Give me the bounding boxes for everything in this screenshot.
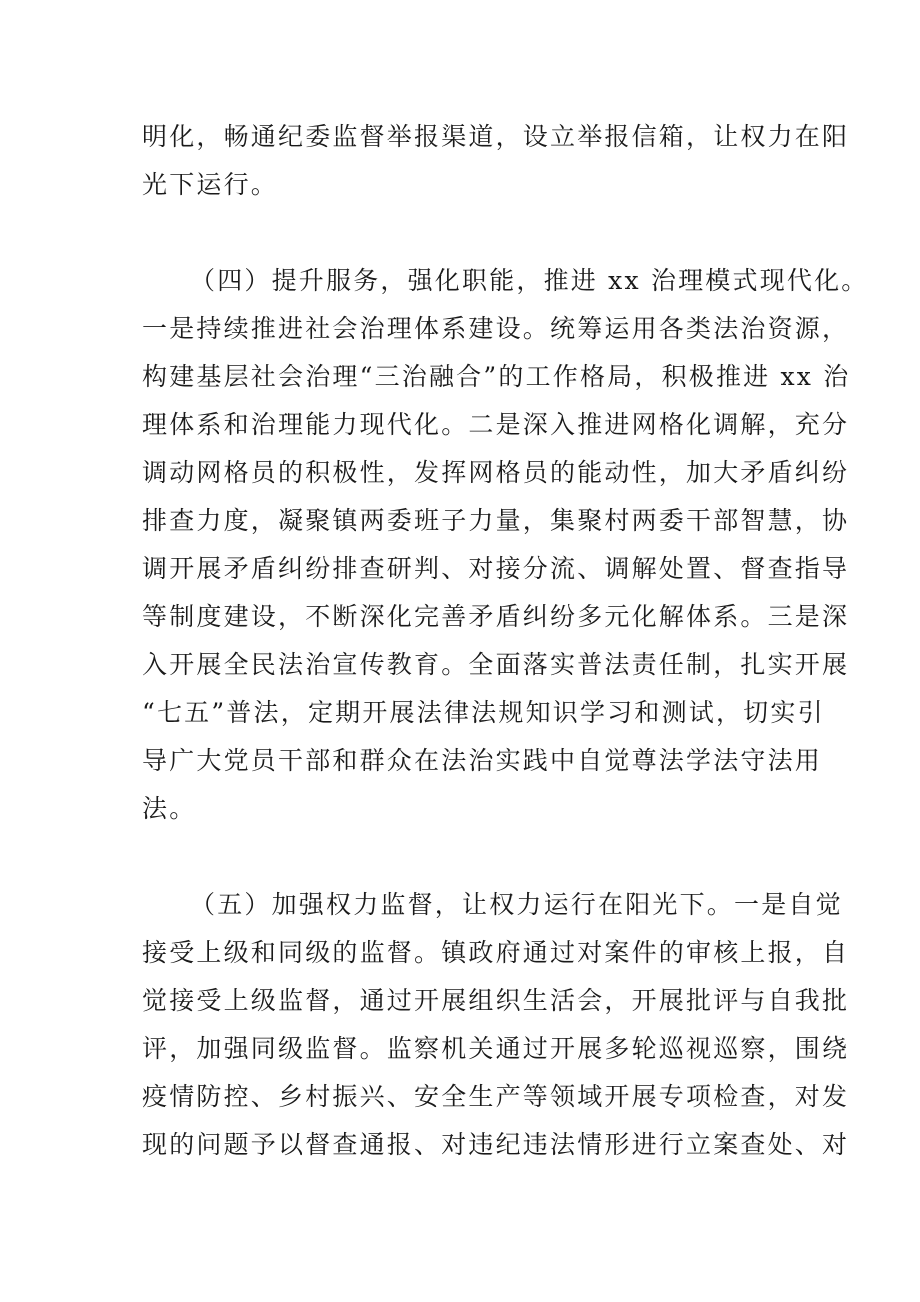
paragraph-line: 一是持续推进社会治理体系建设。统筹运用各类法治资源， <box>142 314 850 343</box>
paragraph-line: 法。 <box>142 794 197 823</box>
paragraph-line: “七五”普法，定期开展法律法规知识学习和测试，切实引 <box>142 698 825 727</box>
paragraph-line: 入开展全民法治宣传教育。全面落实普法责任制，扎实开展 <box>142 650 850 679</box>
paragraph-line: 构建基层社会治理“三治融合”的工作格局，积极推进 xx 治 <box>142 362 851 391</box>
section-heading-line: （五）加强权力监督，让权力运行在阳光下。一是自觉 <box>190 890 843 919</box>
paragraph-line: 调动网格员的积极性，发挥网格员的能动性，加大矛盾纠纷 <box>142 458 850 487</box>
paragraph-line: 等制度建设，不断深化完善矛盾纠纷多元化解体系。三是深 <box>142 602 850 631</box>
paragraph-line: 理体系和治理能力现代化。二是深入推进网格化调解，充分 <box>142 410 850 439</box>
section-heading-line: （四）提升服务，强化职能，推进 xx 治理模式现代化。 <box>190 266 869 295</box>
paragraph-line: 疫情防控、乡村振兴、安全生产等领域开展专项检查，对发 <box>142 1082 850 1111</box>
paragraph-line: 现的问题予以督查通报、对违纪违法情形进行立案查处、对 <box>142 1130 850 1159</box>
paragraph-line: 光下运行。 <box>142 170 279 199</box>
paragraph-line: 调开展矛盾纠纷排查研判、对接分流、调解处置、督查指导 <box>142 554 850 583</box>
paragraph-line: 排查力度，凝聚镇两委班子力量，集聚村两委干部智慧，协 <box>142 506 850 535</box>
paragraph-line: 明化，畅通纪委监督举报渠道，设立举报信箱，让权力在阳 <box>142 122 850 151</box>
paragraph-line: 评，加强同级监督。监察机关通过开展多轮巡视巡察，围绕 <box>142 1034 850 1063</box>
paragraph-line: 接受上级和同级的监督。镇政府通过对案件的审核上报，自 <box>142 938 850 967</box>
paragraph-line: 觉接受上级监督，通过开展组织生活会，开展批评与自我批 <box>142 986 850 1015</box>
paragraph-line: 导广大党员干部和群众在法治实践中自觉尊法学法守法用 <box>142 746 823 775</box>
